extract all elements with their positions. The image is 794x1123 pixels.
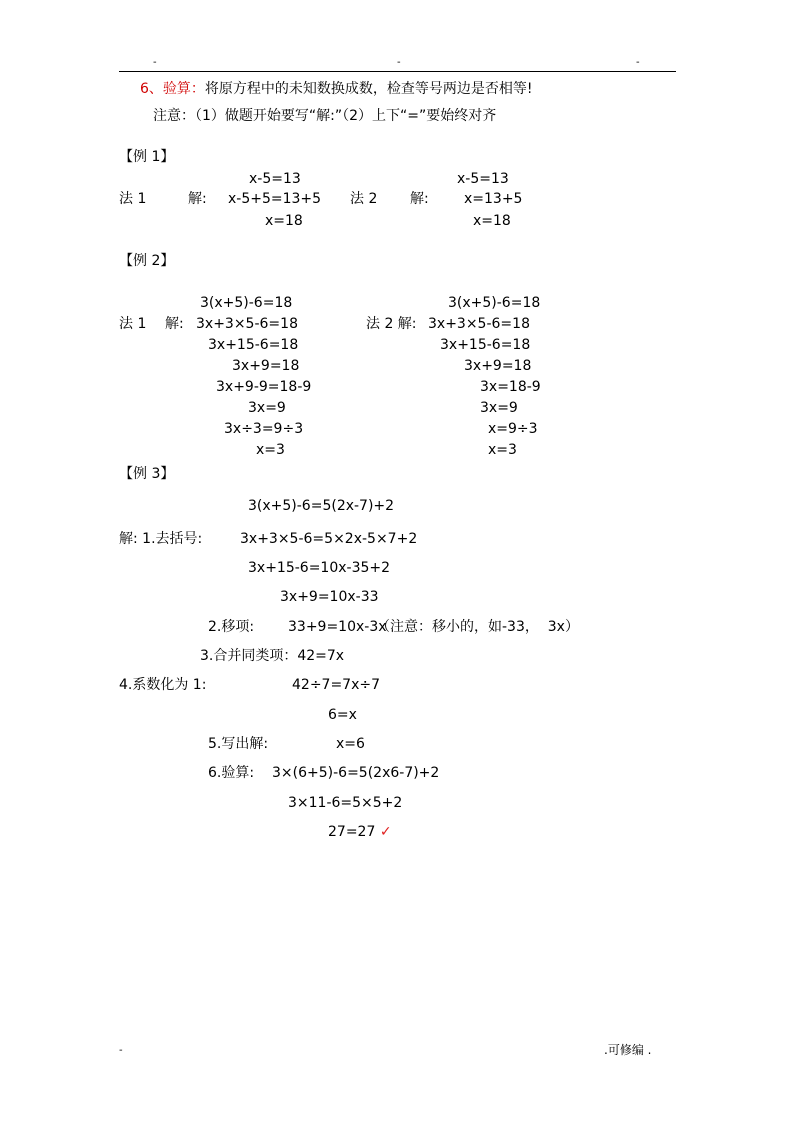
step6-line xyxy=(140,80,533,98)
ex2-m1-line: 3x+9-9=18-9 xyxy=(216,379,312,395)
ex1-m1-line: x=18 xyxy=(265,213,303,229)
ex2-m2-line: 3x=18-9 xyxy=(480,379,541,395)
ex2-m1-line: 3x+15-6=18 xyxy=(208,337,299,353)
step6-label: 6、验算： xyxy=(140,81,205,97)
ex3-step6-result: 27=27 xyxy=(328,824,376,840)
step6-text: 将原方程中的未知数换成数，检查等号两边是否相等! xyxy=(204,81,533,97)
footer-mark-left: - xyxy=(119,1045,123,1056)
ex2-m1-line: 3(x+5)-6=18 xyxy=(200,295,293,311)
header-mark-left: - xyxy=(153,57,157,68)
ex3-title: 【例 3】 xyxy=(119,466,175,482)
ex1-m2-line: x-5=13 xyxy=(457,171,509,187)
ex1-m1-line: x-5+5=13+5 xyxy=(228,191,322,207)
ex3-step2-note: （注意：移小的，如-33， 3x） xyxy=(376,619,579,635)
ex3-step1-label: 解: 1.去括号: xyxy=(119,531,203,547)
header-mark-right: - xyxy=(636,57,640,68)
ex3-step6-line: 3×(6+5)-6=5(2x6-7)+2 xyxy=(272,765,440,781)
ex3-step5-eq: x=6 xyxy=(336,736,365,752)
ex3-step4-line: 6=x xyxy=(328,707,357,723)
ex2-m2-line: 3x+3×5-6=18 xyxy=(428,316,530,332)
ex2-m2-line: 3x=9 xyxy=(480,400,518,416)
ex3-step1-line: 3x+9=10x-33 xyxy=(280,589,379,605)
check-icon: ✓ xyxy=(379,824,392,840)
ex2-m1-line: 3x+3×5-6=18 xyxy=(196,316,298,332)
header-mark-center: - xyxy=(397,57,401,68)
ex3-step4-line: 42÷7=7x÷7 xyxy=(292,677,381,693)
ex3-step4-label: 4.系数化为 1: xyxy=(119,677,207,693)
ex1-m1-jie: 解: xyxy=(188,191,207,207)
ex3-step2-label: 2.移项: xyxy=(208,619,255,635)
ex3-step1-line: 3x+15-6=10x-35+2 xyxy=(248,560,391,576)
ex2-m1-line: 3x+9=18 xyxy=(232,358,300,374)
ex2-m1-line: 3x=9 xyxy=(248,400,286,416)
ex2-title: 【例 2】 xyxy=(119,253,175,269)
ex2-m2-line: 3x+9=18 xyxy=(464,358,532,374)
ex2-m2-line: x=9÷3 xyxy=(488,421,538,437)
ex2-m1-line: 3x÷3=9÷3 xyxy=(224,421,304,437)
ex2-m1-jie: 解: xyxy=(165,316,184,332)
ex1-m1-label: 法 1 xyxy=(119,191,147,207)
ex1-m2-label: 法 2 xyxy=(350,191,378,207)
ex2-m1-label: 法 1 xyxy=(119,316,147,332)
ex1-m2-line: x=18 xyxy=(473,213,511,229)
ex3-step2-eq: 33+9=10x-3x xyxy=(288,619,387,635)
note-line: 注意：（1）做题开始要写“解:”（2）上下“=”要始终对齐 xyxy=(153,108,497,124)
ex1-m2-line: x=13+5 xyxy=(464,191,523,207)
ex3-step6-line xyxy=(328,823,392,841)
ex1-title: 【例 1】 xyxy=(119,149,175,165)
header-rule xyxy=(119,71,676,72)
ex3-step3: 3.合并同类项：42=7x xyxy=(200,648,345,664)
ex2-m1-line: x=3 xyxy=(256,442,285,458)
ex2-m2-label: 法 2 解: xyxy=(366,316,417,332)
ex3-equation: 3(x+5)-6=5(2x-7)+2 xyxy=(248,498,395,514)
ex2-m2-line: x=3 xyxy=(488,442,517,458)
footer-text: .可修编 . xyxy=(604,1043,652,1057)
ex3-step5-label: 5.写出解: xyxy=(208,736,269,752)
ex1-m2-jie: 解: xyxy=(410,191,429,207)
ex2-m2-line: 3(x+5)-6=18 xyxy=(448,295,541,311)
ex2-m2-line: 3x+15-6=18 xyxy=(440,337,531,353)
ex3-step6-line: 3×11-6=5×5+2 xyxy=(288,795,403,811)
ex1-m1-line: x-5=13 xyxy=(249,171,301,187)
ex3-step6-label: 6.验算: xyxy=(208,765,255,781)
ex3-step1-line: 3x+3×5-6=5×2x-5×7+2 xyxy=(240,531,418,547)
